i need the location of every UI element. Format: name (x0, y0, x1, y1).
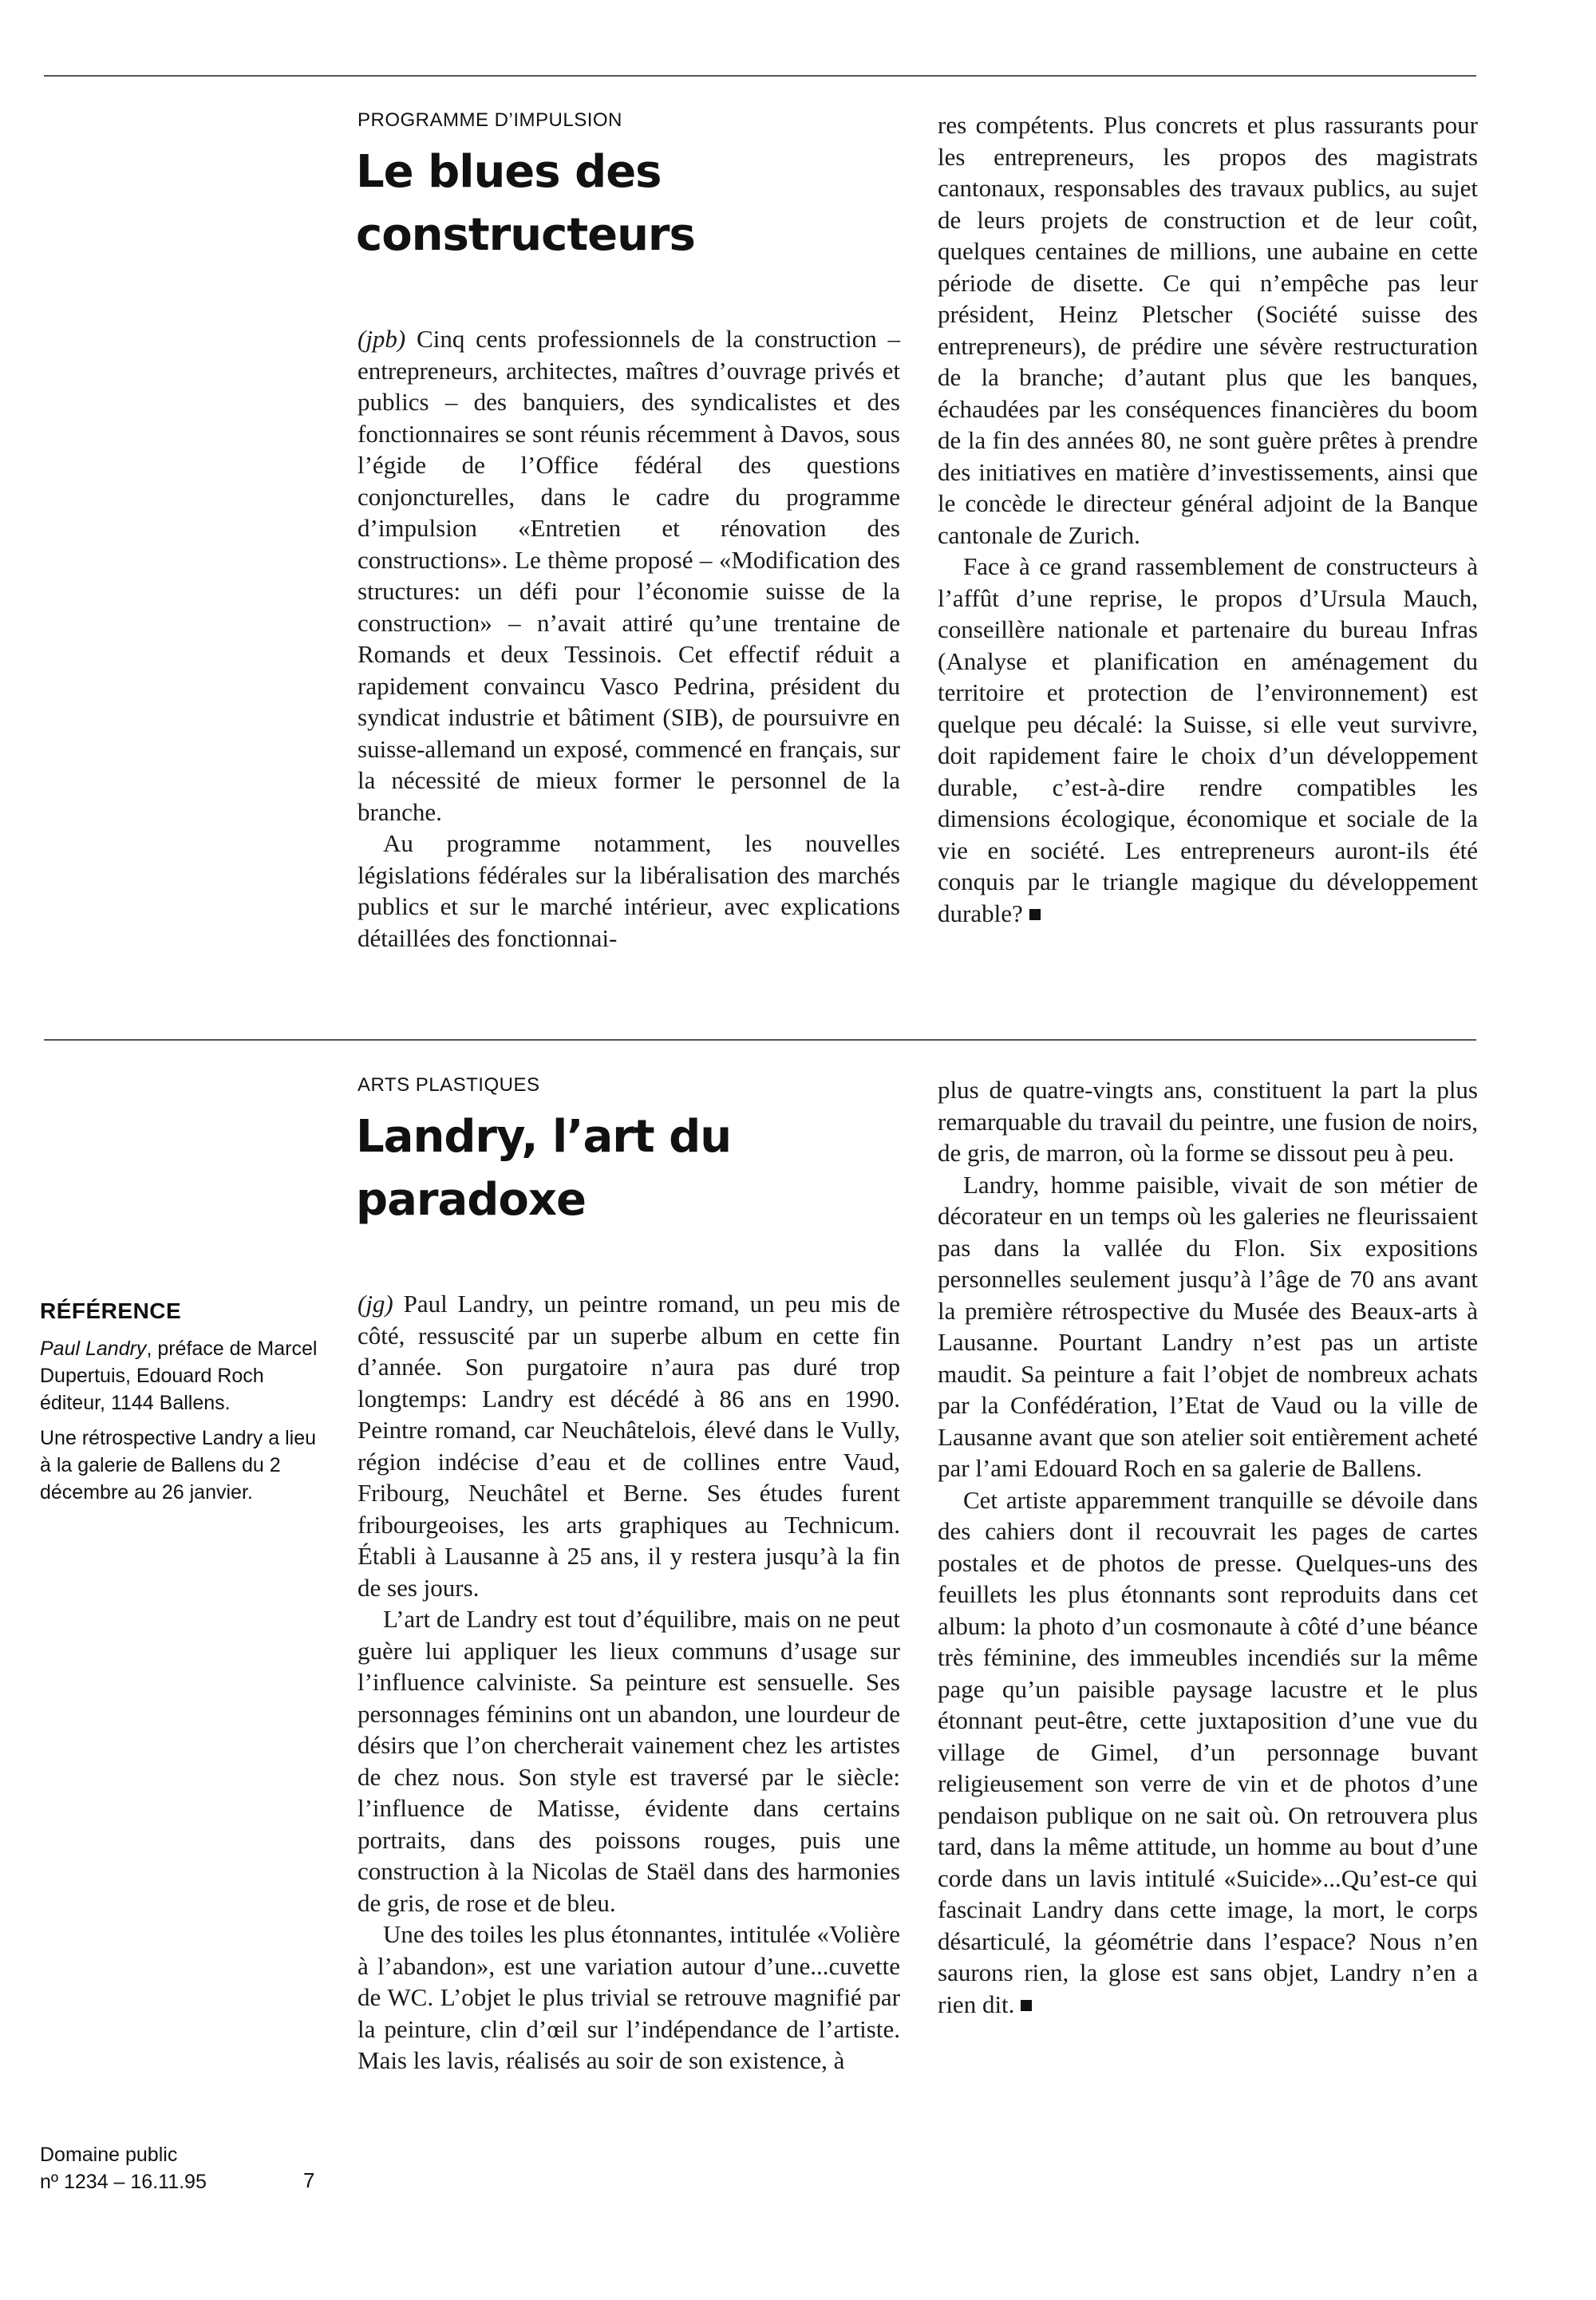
reference-book-details: , préface de Marcel Dupertuis, Edouard Roch éditeur, 1144 Ballens. (40, 1338, 318, 1414)
article1-paragraph2: Au programme notamment, les nouvelles législations fédérales sur la libéralisation des marchés publics et sur le marché intérieur, avec explications détaillées des fonctionnai- (358, 829, 900, 952)
article2-paragraph3: Une des toiles les plus étonnantes, intitulée «Volière à l’abandon», est une variation autour d’une...cuvette de WC. L’objet le plus trivial se retrouve magnifié par la peinture, clin d’œil sur l’indépendance de l’artiste. Mais les lavis, réalisés au soir de son existence, à (358, 1920, 900, 2074)
article2-headline (356, 1105, 731, 1231)
article2-column2 (938, 1074, 1478, 2020)
article2-paragraph1 (358, 1288, 900, 1603)
article1-initials: (jpb) (358, 325, 406, 353)
article1-headline-line2: constructeurs (356, 209, 695, 261)
page-number: 7 (303, 2168, 315, 2192)
article1-paragraph1-text: Cinq cents professionnels de la construction – entrepreneurs, architectes, maîtres d’ouvrage privés et publics – des banquiers, des syndicalistes et des fonctionnaires se sont réunis récemment à Davos, sous l’égide de l’Office fédéral des questions conjoncturelles, dans le cadre du programme d’impulsion «Entretien et rénovation des constructions». Le thème proposé – «Modification des structures: un défi pour l’économie suisse de la construction» – n’avait attiré qu’une trentaine de Romands et deux Tessinois. Cet effectif réduit a rapidement convaincu Vasco Pedrina, président du syndicat industrie et bâtiment (SIB), de poursuivre en suisse-allemand un exposé, commencé en français, sur la nécessité de mieux former le personnel de la branche. (358, 325, 901, 826)
reference-title: RÉFÉRENCE (40, 1298, 182, 1323)
article1-column1 (358, 323, 900, 954)
article1-headline-line1: Le blues des (356, 146, 662, 198)
article2-paragraph4: plus de quatre-vingts ans, constituent la part la plus remarquable du travail du peintre, une fusion de noirs, de gris, de marron, où la forme se dissout peu à peu. (938, 1076, 1478, 1167)
article1-paragraph4-text: Face à ce grand rassemblement de constructeurs à l’affût d’une reprise, le propos d’Ursula Mauch, conseillère nationale et partenaire du bureau Infras (Analyse et planification en aménagement du territoire et protection de l’environnement) est quelque peu décalé: la Suisse, si elle veut survivre, doit rapidement faire le choix d’un développement durable, c’est-à-dire rendre compatibles les dimensions écologique, économique et sociale de la vie en société. Les entrepreneurs auront-ils été conquis par le triangle magique du développement durable? (938, 552, 1478, 927)
article2-headline-line1: Landry, l’art du (356, 1111, 732, 1163)
article1-paragraph3: res compétents. Plus concrets et plus rassurants pour les entrepreneurs, les propos des magistrats cantonaux, responsables des travaux publics, au sujet de leurs projets de construction et de leur coût, quelques centaines de millions, une aubaine en cette période de disette. Ce qui n’empêche pas leur président, Heinz Pletscher (Société suisse des entrepreneurs), de prédire une sévère restructuration de la branche; d’autant plus que les banques, échaudées par les conséquences financières du boom de la fin des années 80, ne sont guère prêtes à prendre des initiatives en matière d’investissements, ainsi que le concède le directeur général adjoint de la Banque cantonale de Zurich. (938, 111, 1478, 549)
article1-kicker: PROGRAMME D’IMPULSION (358, 109, 622, 131)
end-mark-icon (1029, 909, 1041, 920)
article2-kicker: ARTS PLASTIQUES (358, 1074, 540, 1096)
article2-paragraph6-text: Cet artiste apparemment tranquille se dévoile dans des cahiers dont il recouvrait les pages de cartes postales et de photos de presse. Quelques-uns des feuillets les plus étonnants sont reproduits dans cet album: la photo d’un cosmonaute à côté d’une béance très féminine, des immeubles incendiés sur la même page qu’un paisible paysage lacustre et le plus étonnant peut-être, cette juxtaposition d’une vue du village de Gimel, d’un personnage buvant religieusement son verre de vin et de photos d’une pendaison publique on ne sait où. On retrouvera plus tard, dans la même attitude, un homme au bout d’une corde dans un lavis intitulé «Suicide»...Qu’est-ce qui fascinait Landry dans cette image, la mort, le corps désarticulé, la géométrie dans l’espace? Nous n’en saurons rien, la glose est sans objet, Landry n’en a rien dit. (938, 1485, 1478, 2018)
article1-paragraph4 (938, 551, 1478, 929)
article2-headline-line2: paradoxe (356, 1174, 586, 1226)
article2-paragraph1-text: Paul Landry, un peintre romand, un peu mis de côté, ressuscité par un superbe album en cette fin d’année. Son purgatoire n’aura pas duré trop longtemps: Landry est décédé à 86 ans en 1990. Peintre romand, car Neuchâtelois, élevé dans le Vully, région indécise d’eau et de collines entre Vaud, Fribourg, Neuchâtel et Berne. Ses études furent fribourgeoises, les arts graphiques au Technicum. Établi à Lausanne à 25 ans, il y restera jusqu’à la fin de ses jours. (358, 1290, 900, 1602)
footer-issue: nº 1234 – 16.11.95 (40, 2171, 207, 2193)
top-rule (44, 75, 1476, 77)
article1-column2 (938, 109, 1478, 929)
article2-paragraph2: L’art de Landry est tout d’équilibre, mais on ne peut guère lui appliquer les lieux communs d’usage sur l’influence calviniste. Sa peinture est sensuelle. Ses personnages féminins ont un abandon, une lourdeur de désirs que l’on chercherait vainement chez les artistes de chez nous. Son style est traversé par le siècle: l’influence de Matisse, évidente dans certains portraits, dans des poissons rouges, puis une construction à la Nicolas de Staël dans des harmonies de gris, de rose et de bleu. (358, 1605, 900, 1917)
footer (40, 2141, 207, 2195)
reference-book-title: Paul Landry (40, 1338, 147, 1360)
reference-exhibition: Une rétrospective Landry a lieu à la galerie de Ballens du 2 décembre au 26 janvier. (40, 1427, 317, 1504)
footer-publication: Domaine public (40, 2144, 178, 2166)
reference-sidebar (40, 1298, 323, 1514)
article1-paragraph1 (358, 323, 900, 828)
article2-paragraph5: Landry, homme paisible, vivait de son métier de décorateur en un temps où les galeries ne fleurissaient pas dans la vallée du Flon. Six expositions personnelles seulement jusqu’à l’âge de 70 ans avant la première rétrospective du Musée des Beaux-arts à Lausanne. Pourtant Landry n’est pas un artiste maudit. Sa peinture a fait l’objet de nombreux achats par la Confédération, l’Etat de Vaud ou la ville de Lausanne avant que son atelier soit entièrement acheté par l’ami Edouard Roch en sa galerie de Ballens. (938, 1170, 1478, 1482)
article1-headline (356, 140, 695, 267)
article2-initials: (jg) (358, 1290, 393, 1318)
article2-column1 (358, 1288, 900, 2077)
article2-paragraph6 (938, 1484, 1478, 2021)
reference-book (40, 1335, 323, 1417)
end-mark-icon (1021, 2000, 1032, 2011)
middle-rule (44, 1039, 1476, 1041)
